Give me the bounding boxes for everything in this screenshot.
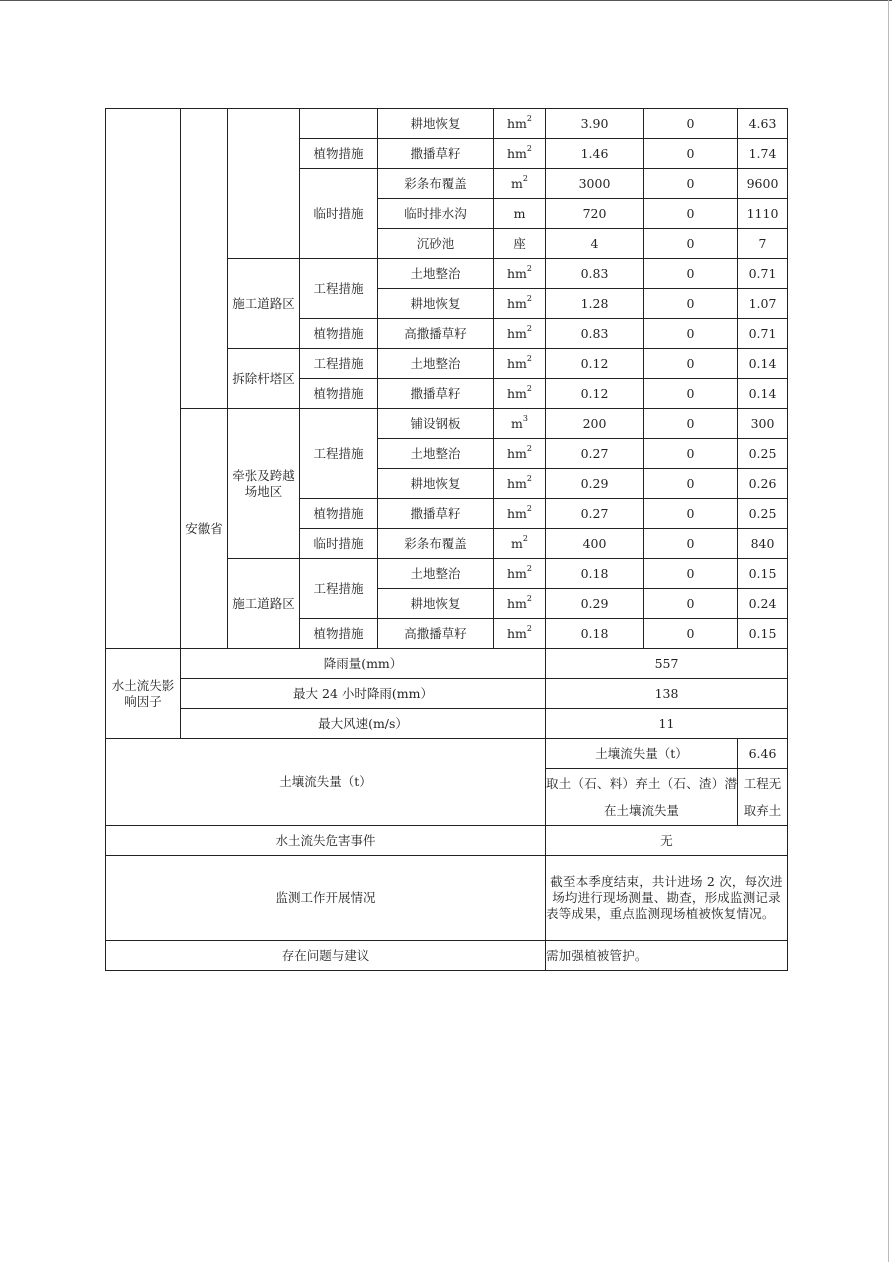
- value-cell: 4.63: [738, 109, 788, 139]
- unit-cell: m: [494, 199, 546, 229]
- unit-cell: $hm^2$: [494, 289, 546, 319]
- value-cell: 0.26: [738, 469, 788, 499]
- value-cell: 0.27: [546, 499, 644, 529]
- value-cell: 0.29: [546, 469, 644, 499]
- measure-type-cell: 植物措施: [300, 319, 378, 349]
- table-row: [106, 409, 788, 439]
- max24h-label-cell: 最大 24 小时降雨(mm）: [181, 679, 546, 709]
- value-cell: 0: [644, 409, 738, 439]
- table-row: [106, 649, 788, 679]
- unit-cell: $hm^2$: [494, 439, 546, 469]
- area-blank-cell: [228, 109, 300, 259]
- hazard-value-cell: 无: [546, 826, 788, 856]
- unit-cell: $hm^2$: [494, 499, 546, 529]
- measure-cell: 彩条布覆盖: [378, 169, 494, 199]
- factors-label-cell: 水土流失影响因子: [106, 649, 181, 739]
- measure-cell: 撒播草籽: [378, 499, 494, 529]
- top-border-line: [0, 0, 892, 1]
- monitoring-label-cell: 监测工作开展情况: [106, 856, 546, 941]
- measure-type-cell: 工程措施: [300, 349, 378, 379]
- value-cell: 3.90: [546, 109, 644, 139]
- measure-cell: 土地整治: [378, 559, 494, 589]
- rainfall-label-cell: 降雨量(mm）: [181, 649, 546, 679]
- value-cell: 0: [644, 289, 738, 319]
- right-edge-line: [888, 0, 889, 1262]
- value-cell: 0: [644, 139, 738, 169]
- unit-cell: $hm^2$: [494, 589, 546, 619]
- value-cell: 0.15: [738, 619, 788, 649]
- value-cell: 0.83: [546, 259, 644, 289]
- measure-cell: 耕地恢复: [378, 109, 494, 139]
- value-cell: 0.12: [546, 379, 644, 409]
- value-cell: 0: [644, 259, 738, 289]
- issues-label-cell: 存在问题与建议: [106, 941, 546, 971]
- hazard-label-cell: 水土流失危害事件: [106, 826, 546, 856]
- value-cell: 0.71: [738, 319, 788, 349]
- value-cell: 9600: [738, 169, 788, 199]
- value-cell: 0: [644, 199, 738, 229]
- soil-loss-sub-label-cell: 土壤流失量（t）: [546, 739, 738, 769]
- unit-cell: $hm^2$: [494, 109, 546, 139]
- measure-cell: 沉砂池: [378, 229, 494, 259]
- value-cell: 0.25: [738, 499, 788, 529]
- province-blank-cell: [181, 109, 228, 409]
- unit-cell: $m^3$: [494, 409, 546, 439]
- value-cell: 0.18: [546, 619, 644, 649]
- value-cell: 0: [644, 229, 738, 259]
- area-cell: 施工道路区: [228, 259, 300, 349]
- value-cell: 0: [644, 559, 738, 589]
- table-row: [106, 679, 788, 709]
- potential-loss-value-cell: 工程无取弃土: [738, 769, 788, 826]
- measure-type-cell: 临时措施: [300, 529, 378, 559]
- unit-cell: $hm^2$: [494, 259, 546, 289]
- rainfall-value-cell: 557: [546, 649, 788, 679]
- monitoring-table: [105, 108, 788, 971]
- measure-cell: 彩条布覆盖: [378, 529, 494, 559]
- unit-cell: $hm^2$: [494, 469, 546, 499]
- area-cell: 拆除杆塔区: [228, 349, 300, 409]
- value-cell: 0.83: [546, 319, 644, 349]
- value-cell: 200: [546, 409, 644, 439]
- measure-type-cell: 植物措施: [300, 499, 378, 529]
- value-cell: 1.46: [546, 139, 644, 169]
- potential-loss-label-cell: 取土（石、料）弃土（石、渣）潜在土壤流失量: [546, 769, 738, 826]
- soil-loss-value-cell: 6.46: [738, 739, 788, 769]
- value-cell: 0: [644, 319, 738, 349]
- area-cell: 施工道路区: [228, 559, 300, 649]
- measure-cell: 高撒播草籽: [378, 319, 494, 349]
- value-cell: 0.25: [738, 439, 788, 469]
- table-row: [106, 709, 788, 739]
- measure-type-cell: 工程措施: [300, 559, 378, 619]
- type-blank-cell: [300, 109, 378, 139]
- value-cell: 0.14: [738, 379, 788, 409]
- value-cell: 300: [738, 409, 788, 439]
- value-cell: 0.14: [738, 349, 788, 379]
- measure-cell: 临时排水沟: [378, 199, 494, 229]
- table-row: [106, 739, 788, 769]
- measure-type-cell: 植物措施: [300, 139, 378, 169]
- area-cell: 牵张及跨越场地区: [228, 409, 300, 559]
- value-cell: 0.15: [738, 559, 788, 589]
- measure-cell: 铺设钢板: [378, 409, 494, 439]
- value-cell: 0: [644, 349, 738, 379]
- value-cell: 0: [644, 619, 738, 649]
- value-cell: 400: [546, 529, 644, 559]
- value-cell: 720: [546, 199, 644, 229]
- unit-cell: $hm^2$: [494, 319, 546, 349]
- measure-type-cell: 植物措施: [300, 619, 378, 649]
- value-cell: 0: [644, 499, 738, 529]
- value-cell: 0: [644, 469, 738, 499]
- unit-cell: $hm^2$: [494, 379, 546, 409]
- measure-type-cell: 工程措施: [300, 409, 378, 499]
- value-cell: 3000: [546, 169, 644, 199]
- measure-cell: 撒播草籽: [378, 139, 494, 169]
- value-cell: 1110: [738, 199, 788, 229]
- value-cell: 0.18: [546, 559, 644, 589]
- table-row: [106, 941, 788, 971]
- measure-cell: 耕地恢复: [378, 469, 494, 499]
- value-cell: 0.71: [738, 259, 788, 289]
- value-cell: 1.28: [546, 289, 644, 319]
- measure-type-cell: 临时措施: [300, 169, 378, 259]
- value-cell: 0: [644, 589, 738, 619]
- value-cell: 0.29: [546, 589, 644, 619]
- wind-label-cell: 最大风速(m/s）: [181, 709, 546, 739]
- measure-cell: 土地整治: [378, 349, 494, 379]
- value-cell: 7: [738, 229, 788, 259]
- value-cell: 1.74: [738, 139, 788, 169]
- value-cell: 0: [644, 529, 738, 559]
- unit-cell: $hm^2$: [494, 139, 546, 169]
- measure-type-cell: 工程措施: [300, 259, 378, 319]
- value-cell: 0: [644, 379, 738, 409]
- wind-value-cell: 11: [546, 709, 788, 739]
- measure-cell: 耕地恢复: [378, 289, 494, 319]
- soil-loss-label-cell: 土壤流失量（t）: [106, 739, 546, 826]
- value-cell: 0: [644, 439, 738, 469]
- measure-cell: 耕地恢复: [378, 589, 494, 619]
- unit-cell: $hm^2$: [494, 559, 546, 589]
- unit-cell: $m^2$: [494, 529, 546, 559]
- value-cell: 0.12: [546, 349, 644, 379]
- unit-cell: $hm^2$: [494, 349, 546, 379]
- max24h-value-cell: 138: [546, 679, 788, 709]
- table-row: [106, 826, 788, 856]
- unit-cell: $hm^2$: [494, 619, 546, 649]
- measure-type-cell: 植物措施: [300, 379, 378, 409]
- group-blank-cell: [106, 109, 181, 649]
- measure-cell: 土地整治: [378, 439, 494, 469]
- value-cell: 840: [738, 529, 788, 559]
- measure-cell: 撒播草籽: [378, 379, 494, 409]
- issues-value-cell: 需加强植被管护。: [546, 941, 788, 971]
- monitoring-value-cell: 截至本季度结束，共计进场 2 次，每次进场均进行现场测量、勘查，形成监测记录表等成果，重点监测现场植被恢复情况。: [546, 856, 788, 941]
- value-cell: 0: [644, 109, 738, 139]
- unit-cell: 座: [494, 229, 546, 259]
- measure-cell: 土地整治: [378, 259, 494, 289]
- value-cell: 4: [546, 229, 644, 259]
- value-cell: 0: [644, 169, 738, 199]
- unit-cell: $m^2$: [494, 169, 546, 199]
- value-cell: 1.07: [738, 289, 788, 319]
- table-row: [106, 856, 788, 941]
- table-row: [106, 109, 788, 139]
- measure-cell: 高撒播草籽: [378, 619, 494, 649]
- province-cell: 安徽省: [181, 409, 228, 649]
- value-cell: 0.24: [738, 589, 788, 619]
- value-cell: 0.27: [546, 439, 644, 469]
